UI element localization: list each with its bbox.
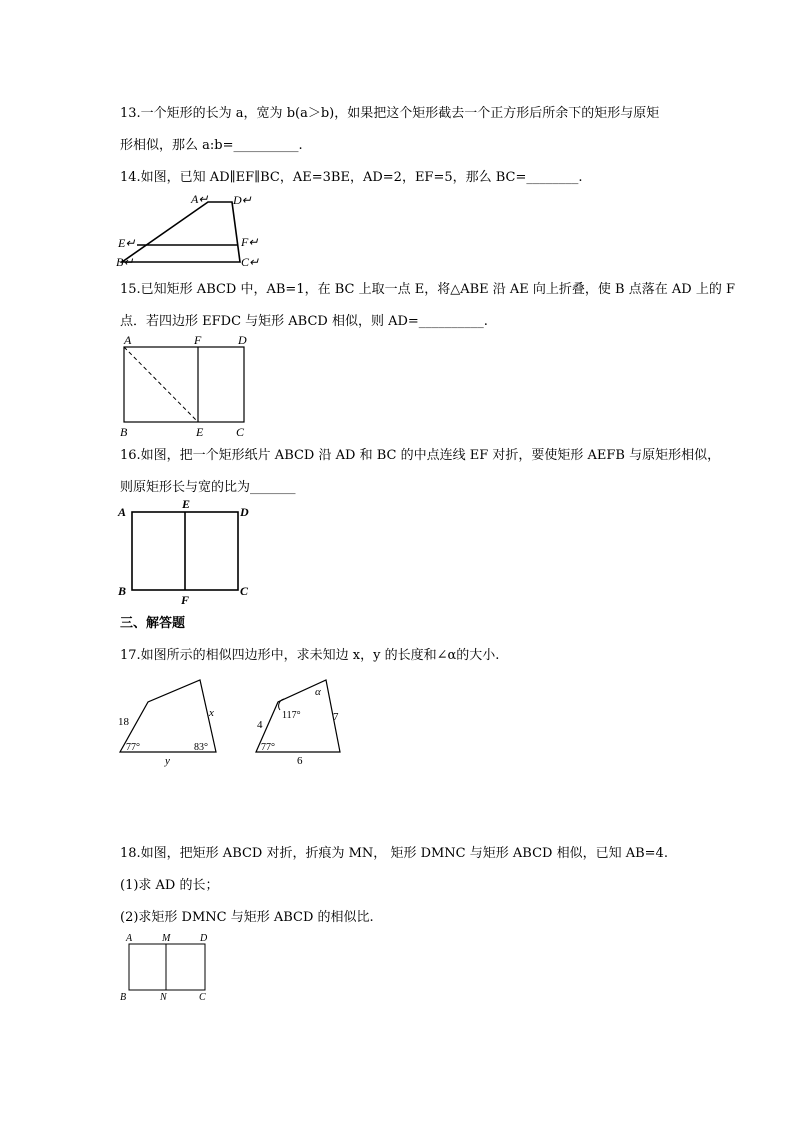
q17-text: 17.如图所示的相似四边形中，求未知边 x，y 的长度和∠α的大小. (120, 648, 500, 663)
q15-label-c: C (236, 425, 245, 439)
q15-rectangle-abcd (124, 347, 244, 422)
q17-left-angle-83: 83° (194, 742, 208, 753)
q14-label-c: C↵ (241, 255, 260, 269)
q16-label-f: F (181, 593, 190, 606)
q18-rectangle-figure (116, 930, 216, 1006)
q14-trapezoid-figure (116, 192, 266, 272)
q15-label-d: D (238, 333, 247, 347)
q17-left-side-18: 18 (118, 716, 129, 728)
q14-label-d: D↵ (233, 193, 252, 207)
q17-right-side-4: 4 (257, 719, 263, 731)
q18-rectangle-abcd (129, 944, 205, 990)
q18-label-d: D (200, 933, 208, 944)
q17-right-side-7: 7 (333, 711, 339, 723)
q15-line2: 点．若四边形 EFDC 与矩形 ABCD 相似，则 AD=__________. (120, 314, 488, 329)
q18-label-a: A (126, 933, 133, 944)
q16-label-d: D (240, 505, 249, 519)
q17-right-quadrilateral-figure (248, 672, 358, 768)
q14-label-e: E↵ (118, 236, 136, 250)
q17-left-side-x: x (209, 707, 214, 719)
q17-left-angle-77: 77° (126, 742, 140, 753)
q15-label-a: A (124, 333, 132, 347)
q18-part1: (1)求 AD 的长； (120, 878, 219, 893)
q14-label-a: A↵ (191, 192, 209, 206)
q17-right-angle-117-arc (279, 699, 284, 710)
q17-left-side-y: y (165, 755, 170, 767)
section-3-title: 三、解答题 (120, 616, 186, 631)
q15-label-e: E (196, 425, 204, 439)
q18-text: 18.如图，把矩形 ABCD 对折，折痕为 MN， 矩形 DMNC 与矩形 ABCD 相似，已知 AB=4. (120, 846, 668, 861)
q14-text: 14.如图，已知 AD∥EF∥BC，AE=3BE，AD=2，EF=5，那么 BC=________. (120, 170, 583, 185)
q17-right-angle-117: 117° (282, 710, 301, 721)
q17-left-quadrilateral-figure (112, 672, 232, 768)
q14-trapezoid (122, 202, 240, 262)
q16-label-a: A (118, 505, 127, 519)
q16-line1: 16.如图，把一个矩形纸片 ABCD 沿 AD 和 BC 的中点连线 EF 对折，要使矩形 AEFB 与原矩形相似， (120, 448, 721, 463)
q16-label-c: C (240, 584, 249, 598)
q17-right-side-6: 6 (297, 755, 303, 767)
q14-label-b: B↵ (116, 255, 134, 269)
q16-label-e: E (182, 497, 191, 511)
q18-part2: (2)求矩形 DMNC 与矩形 ABCD 的相似比. (120, 910, 374, 925)
q17-right-angle-alpha: α (315, 686, 321, 698)
q15-label-b: B (120, 425, 128, 439)
q13-line1: 13.一个矩形的长为 a，宽为 b(a＞b)，如果把这个矩形截去一个正方形后所余下的矩形与原矩 (120, 106, 660, 121)
q17-right-angle-77: 77° (261, 742, 275, 753)
q18-label-m: M (162, 933, 171, 944)
q18-label-b: B (120, 992, 127, 1003)
q18-label-n: N (160, 992, 167, 1003)
q13-line2: 形相似，那么 a:b=__________. (120, 138, 303, 153)
q14-label-f: F↵ (241, 235, 259, 249)
q15-label-f: F (194, 333, 202, 347)
q18-label-c: C (199, 992, 206, 1003)
q15-fold-line-ae (124, 347, 198, 422)
q16-label-b: B (118, 584, 127, 598)
q16-line2: 则原矩形长与宽的比为_______ (120, 480, 296, 495)
q15-line1: 15.已知矩形 ABCD 中，AB=1，在 BC 上取一点 E，将△ABE 沿 AE 向上折叠，使 B 点落在 AD 上的 F (120, 282, 735, 297)
q16-rectangle-figure (116, 496, 256, 606)
q15-rectangle-figure (116, 332, 256, 440)
